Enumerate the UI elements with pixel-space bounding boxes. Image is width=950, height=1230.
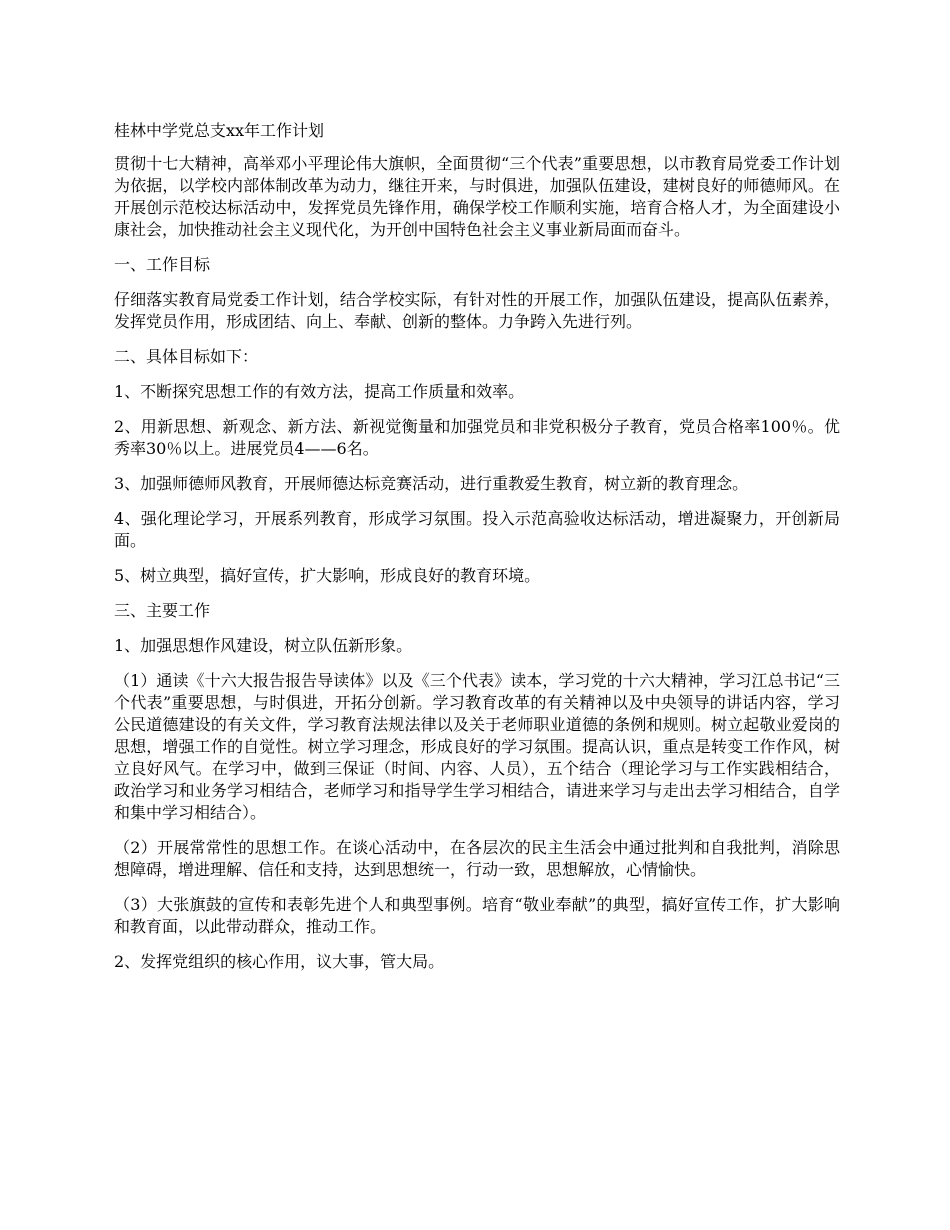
specific-goal-item: 1、不断探究思想工作的有效方法，提高工作质量和效率。 bbox=[114, 382, 525, 401]
section-heading-work-goals: 一、工作目标 bbox=[114, 255, 211, 274]
main-work-item: 1、加强思想作风建设，树立队伍新形象。 bbox=[114, 636, 413, 655]
main-work-subitem: （3）大张旗鼓的宣传和表彰先进个人和典型事例。培育“敬业奉献”的典型，搞好宣传工作，扩大影响和教育面，以此带动群众，推动工作。 bbox=[114, 895, 840, 936]
main-work-subitem: （2）开展常常性的思想工作。在谈心活动中，在各层次的民主生活会中通过批判和自我批判，消除思想障碍，增进理解、信任和支持，达到思想统一，行动一致，思想解放，心情愉快。 bbox=[114, 838, 840, 879]
work-goals-paragraph: 仔细落实教育局党委工作计划，结合学校实际，有针对性的开展工作，加强队伍建设，提高队伍素养，发挥党员作用，形成团结、向上、奉献、创新的整体。力争跨入先进行列。 bbox=[114, 290, 840, 331]
specific-goal-item: 2、用新思想、新观念、新方法、新视觉衡量和加强党员和非党积极分子教育，党员合格率100％。优秀率30％以上。进展党员4——6名。 bbox=[114, 417, 840, 458]
document-page bbox=[114, 120, 840, 986]
main-work-subitem: （1）通读《十六大报告报告导读体》以及《三个代表》读本，学习党的十六大精神，学习江总书记“三个代表”重要思想，与时俱进，开拓分创新。学习教育改革的有关精神以及中央领导的讲话内容，学习公民道德建设的有关文件，学习教育法规法律以及关于老师职业道德的条例和规则。树立起敬业爱岗的思想，增强工作的自觉性。树立学习理念，形成良好的学习氛围。提高认识，重点是转变工作作风，树立良好风气。在学习中，做到三保证（时间、内容、人员），五个结合（理论学习与工作实践相结合，政治学习和业务学习相结合，老师学习和指导学生学习相结合，请进来学习与走出去学习相结合，自学和集中学习相结合）。 bbox=[114, 671, 840, 822]
specific-goal-item: 4、强化理论学习，开展系列教育，形成学习氛围。投入示范高验收达标活动，增进凝聚力，开创新局面。 bbox=[114, 509, 840, 550]
intro-paragraph: 贯彻十七大精神，高举邓小平理论伟大旗帜，全面贯彻“三个代表”重要思想，以市教育局党委工作计划为依据，以学校内部体制改革为动力，继往开来，与时俱进，加强队伍建设，建树良好的师德师风。在开展创示范校达标活动中，发挥党员先锋作用，确保学校工作顺利实施，培育合格人才，为全面建设小康社会，加快推动社会主义现代化，为开创中国特色社会主义事业新局面而奋斗。 bbox=[114, 154, 840, 239]
specific-goal-item: 5、树立典型，搞好宣传，扩大影响，形成良好的教育环境。 bbox=[114, 566, 541, 585]
section-heading-main-work: 三、主要工作 bbox=[114, 601, 211, 620]
specific-goal-item: 3、加强师德师风教育，开展师德达标竞赛活动，进行重教爱生教育，树立新的教育理念。 bbox=[114, 474, 749, 493]
main-work-item: 2、发挥党组织的核心作用，议大事，管大局。 bbox=[114, 952, 445, 971]
document-title: 桂林中学党总支xx年工作计划 bbox=[114, 121, 325, 140]
section-heading-specific-goals: 二、具体目标如下： bbox=[114, 347, 259, 366]
